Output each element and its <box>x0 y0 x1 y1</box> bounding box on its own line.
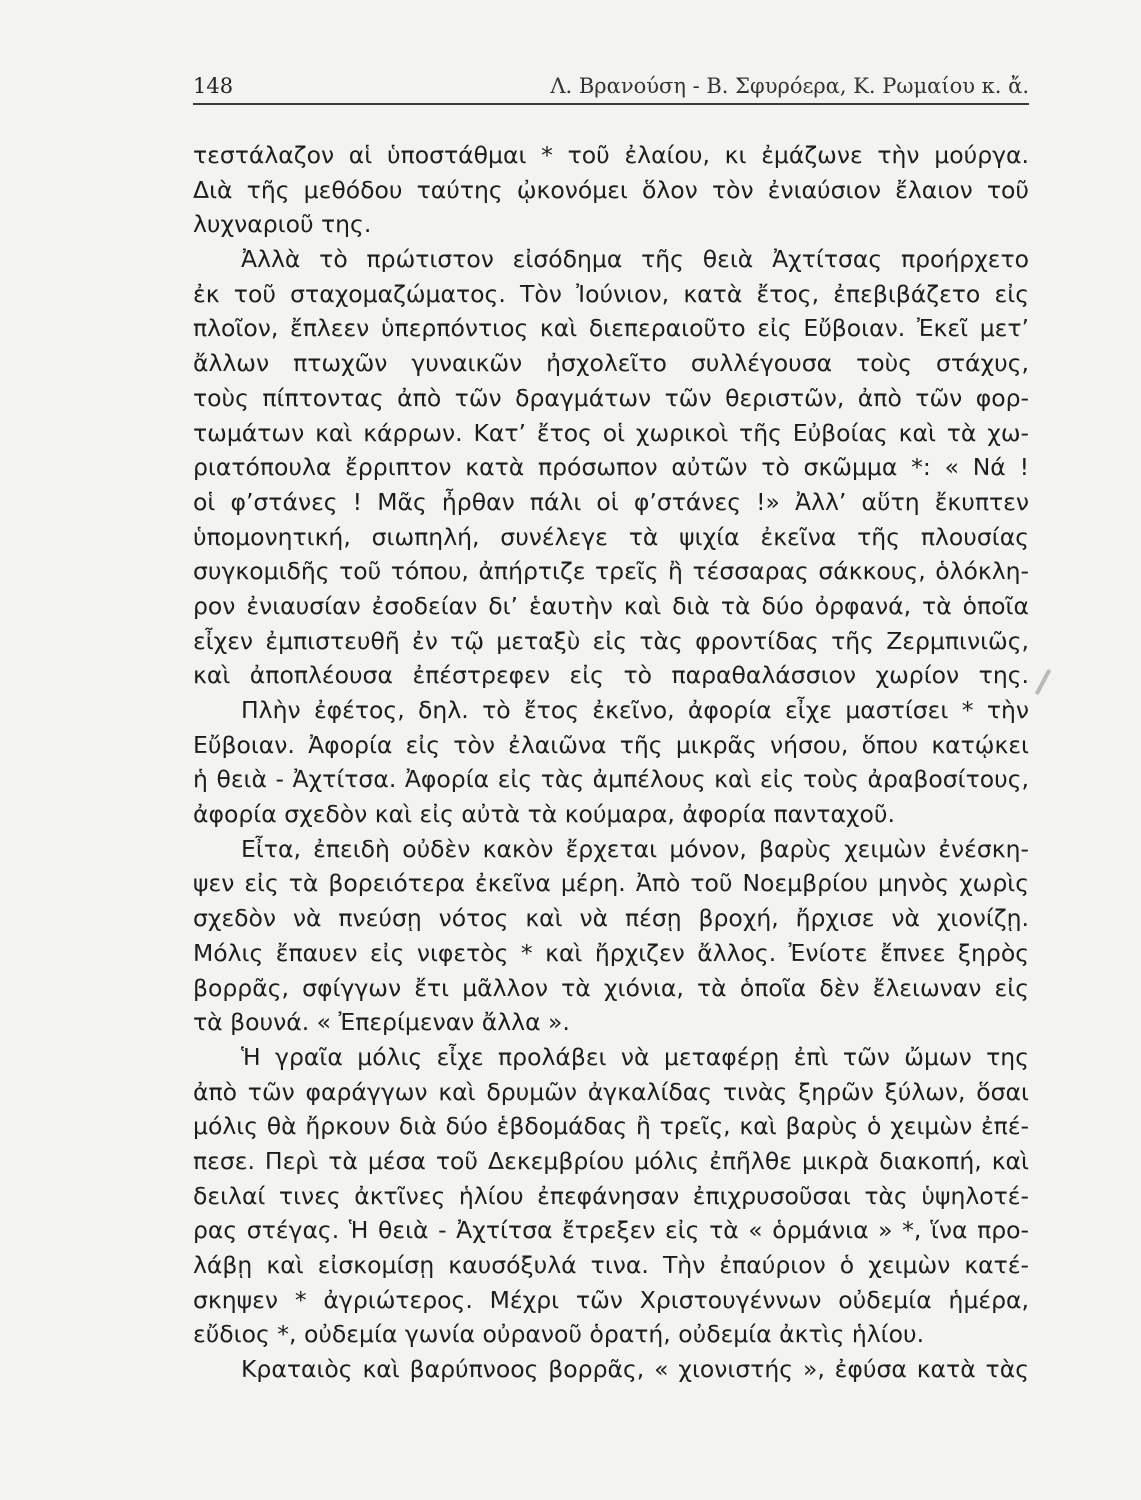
text-line: ὑπομονητική, σιωπηλή, συνέλεγε τὰ ψιχία ἐκεῖνα τῆς πλουσίας <box>193 522 1029 551</box>
text-line: εἶχεν ἐμπιστευθῆ ἐν τῷ μεταξὺ εἰς τὰς φροντίδας τῆς Ζερμπινιῶς, <box>193 626 1029 655</box>
text-line: καὶ ἀποπλέουσα ἐπέστρεφεν εἰς τὸ παραθαλάσσιον χωρίον της. <box>193 661 1029 690</box>
page-number: 148 <box>193 74 234 98</box>
text-line: τὰ βουνά. « Ἐπερίμεναν ἄλλα ». <box>193 1008 570 1037</box>
text-line: ρας στέγας. Ἡ θειὰ - Ἀχτίτσα ἔτρεξεν εἰς τὰ « ὁρμάνια » *, ἵνα προ- <box>193 1216 1029 1245</box>
text-line: ἄλλων πτωχῶν γυναικῶν ἠσχολεῖτο συλλέγουσα τοὺς στάχυς, <box>193 349 1029 378</box>
text-line: ρον ἐνιαυσίαν ἐσοδείαν δι’ ἑαυτὴν καὶ διὰ τὰ δύο ὀρφανά, τὰ ὁποῖα <box>193 591 1029 620</box>
paper-mark <box>1035 669 1052 696</box>
text-line: ἐκ τοῦ σταχομαζώματος. Τὸν Ἰούνιον, κατὰ ἔτος, ἐπεβιβάζετο εἰς <box>193 279 1029 308</box>
text-line: μόλις θὰ ἤρκουν διὰ δύο ἑβδομάδας ἢ τρεῖς, καὶ βαρὺς ὁ χειμὼν ἐπέ- <box>193 1112 1029 1141</box>
page-header <box>193 74 1029 100</box>
text-line: λάβῃ καὶ εἰσκομίσῃ καυσόξυλά τινα. Τὴν ἐπαύριον ὁ χειμὼν κατέ- <box>193 1251 1029 1279</box>
text-line: ψεν εἰς τὰ βορειότερα ἐκεῖνα μέρη. Ἀπὸ τοῦ Νοεμβρίου μηνὸς χωρὶς <box>193 869 1029 898</box>
text-line: τωμάτων καὶ κάρρων. Κατ’ ἔτος οἱ χωρικοὶ τῆς Εὐβοίας καὶ τὰ χω- <box>193 418 1029 447</box>
text-line: συγκομιδῆς τοῦ τόπου, ἀπήρτιζε τρεῖς ἢ τέσσαρας σάκκους, ὁλόκλη- <box>193 557 1029 586</box>
text-line: τεστάλαζον αἱ ὑποστάθμαι * τοῦ ἐλαίου, κι ἐμάζωνε τὴν μούργα. <box>193 141 1029 169</box>
text-line: Κραταιὸς καὶ βαρύπνοος βορρᾶς, « χιονιστής », ἐφύσα κατὰ τὰς <box>241 1355 1029 1384</box>
text-line: εὔδιος *, οὐδεμία γωνία οὐρανοῦ ὁρατή, οὐδεμία ἀκτὶς ἡλίου. <box>193 1320 925 1349</box>
running-head: Λ. Βρανούση - Β. Σφυρόερα, Κ. Ρωμαίου κ. ἄ. <box>550 74 1029 98</box>
text-line: Εἶτα, ἐπειδὴ οὐδὲν κακὸν ἔρχεται μόνον, βαρὺς χειμὼν ἐνέσκη- <box>241 834 1029 863</box>
text-line: πλοῖον, ἔπλεεν ὑπερπόντιος καὶ διεπεραιοῦτο εἰς Εὔβοιαν. Ἐκεῖ μετ’ <box>193 314 1029 343</box>
text-line: Μόλις ἔπαυεν εἰς νιφετὸς * καὶ ἤρχιζεν ἄλλος. Ἐνίοτε ἔπνεε ξηρὸς <box>193 938 1029 967</box>
text-line: Ἡ γραῖα μόλις εἶχε προλάβει νὰ μεταφέρῃ ἐπὶ τῶν ὤμων της <box>241 1042 1029 1071</box>
header-rule <box>193 103 1029 105</box>
text-line: πεσε. Περὶ τὰ μέσα τοῦ Δεκεμβρίου μόλις ἐπῆλθε μικρὰ διακοπή, καὶ <box>193 1146 1029 1175</box>
body-text <box>193 138 1029 1387</box>
text-line: ἀπὸ τῶν φαράγγων καὶ δρυμῶν ἀγκαλίδας τινὰς ξηρῶν ξύλων, ὅσαι <box>193 1077 1029 1106</box>
text-line: σχεδὸν νὰ πνεύσῃ νότος καὶ νὰ πέσῃ βροχή, ἤρχισε νὰ χιονίζῃ. <box>193 904 1029 933</box>
text-line: λυχναριοῦ της. <box>193 210 372 239</box>
text-line: οἱ φ’στάνες ! Μᾶς ἦρθαν πάλι οἱ φ’στάνες !» Ἀλλ’ αὕτη ἔκυπτεν <box>193 487 1029 516</box>
text-line: σκηψεν * ἀγριώτερος. Μέχρι τῶν Χριστουγέννων οὐδεμία ἡμέρα, <box>193 1285 1029 1314</box>
text-line: Πλὴν ἐφέτος, δηλ. τὸ ἔτος ἐκεῖνο, ἀφορία εἶχε μαστίσει * τὴν <box>241 696 1029 724</box>
text-line: Διὰ τῆς μεθόδου ταύτης ᾠκονόμει ὅλον τὸν ἐνιαύσιον ἔλαιον τοῦ <box>193 175 1029 204</box>
text-line: Εὔβοιαν. Ἀφορία εἰς τὸν ἐλαιῶνα τῆς μικρᾶς νήσου, ὅπου κατῴκει <box>193 730 1029 759</box>
text-line: ριατόπουλα ἔρριπτον κατὰ πρόσωπον αὐτῶν τὸ σκῶμμα *: « Νά ! <box>193 453 1029 482</box>
text-line: δειλαί τινες ἀκτῖνες ἡλίου ἐπεφάνησαν ἐπιχρυσοῦσαι τὰς ὑψηλοτέ- <box>193 1181 1029 1210</box>
text-line: ἀφορία σχεδὸν καὶ εἰς αὐτὰ τὰ κούμαρα, ἀφορία πανταχοῦ. <box>193 800 895 829</box>
text-line: Ἀλλὰ τὸ πρώτιστον εἰσόδημα τῆς θειὰ Ἀχτίτσας προήρχετο <box>241 245 1029 274</box>
text-line: τοὺς πίπτοντας ἀπὸ τῶν δραγμάτων τῶν θεριστῶν, ἀπὸ τῶν φορ- <box>193 383 1029 412</box>
text-line: ἡ θειὰ - Ἀχτίτσα. Ἀφορία εἰς τὰς ἀμπέλους καὶ εἰς τοὺς ἀραβοσίτους, <box>193 765 1029 794</box>
text-line: βορρᾶς, σφίγγων ἔτι μᾶλλον τὰ χιόνια, τὰ ὁποῖα δὲν ἔλειωναν εἰς <box>193 973 1029 1002</box>
